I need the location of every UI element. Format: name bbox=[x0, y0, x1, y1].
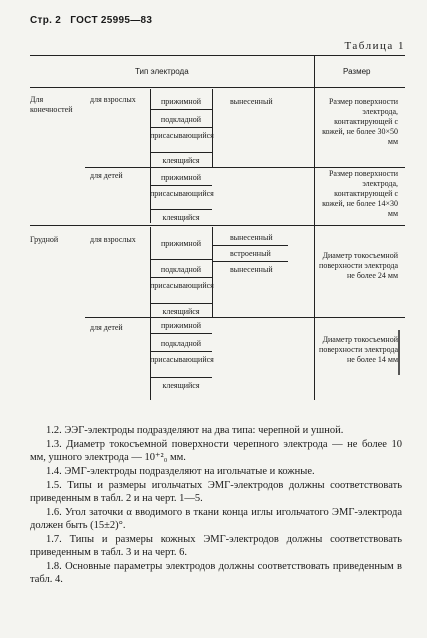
variant-external: вынесенный bbox=[230, 97, 273, 106]
group-divider bbox=[30, 225, 405, 226]
table-top-border bbox=[30, 55, 405, 56]
type-underlay: подкладной bbox=[160, 115, 202, 124]
subgroup-divider bbox=[85, 317, 405, 318]
type-divider bbox=[150, 127, 212, 128]
type-pressing: прижимной bbox=[161, 239, 201, 248]
type-underlay: подкладной bbox=[160, 265, 202, 274]
paragraph-1-2: 1.2. ЭЭГ-электроды подразделяют на два типа: черепной и ушной. bbox=[46, 425, 344, 436]
variant-divider bbox=[212, 245, 288, 246]
type-pressing: прижимной bbox=[161, 173, 201, 182]
age-children-limbs: для детей bbox=[90, 171, 123, 180]
type-divider bbox=[150, 351, 212, 352]
table-header-border bbox=[30, 87, 405, 88]
variant-divider bbox=[212, 261, 288, 262]
paragraph-1-8: 1.8. Основные параметры электродов должны соответствовать приведенным в табл. 4. bbox=[30, 561, 402, 585]
type-divider bbox=[150, 333, 212, 334]
variant-column-left bbox=[212, 227, 213, 317]
header-size: Размер bbox=[343, 67, 371, 76]
type-pressing: прижимной bbox=[161, 321, 201, 330]
size-column-divider bbox=[314, 55, 315, 400]
type-divider bbox=[150, 377, 212, 378]
type-suction: присасывающийся bbox=[150, 131, 214, 140]
variant-built-in: встроенный bbox=[230, 249, 271, 258]
type-adhesive: клеящийся bbox=[162, 213, 200, 222]
header-type: Тип электрода bbox=[135, 67, 189, 76]
electrode-type-table bbox=[30, 55, 405, 400]
location-limbs: Для конечностей bbox=[30, 95, 73, 114]
type-underlay: подкладной bbox=[160, 339, 202, 348]
type-divider bbox=[150, 277, 212, 278]
size-chest-children: Диаметр токосъемной поверхности электрода не более 14 мм bbox=[319, 335, 398, 364]
variant-external-2: вынесенный bbox=[230, 265, 273, 274]
paragraph-1-3: 1.3. Диаметр токосъемной поверхности черепного электрода — не более 10 мм, ушного электрода — 10⁺²₀ мм. bbox=[30, 439, 402, 463]
size-limbs-children: Размер поверхности электрода, контактирующей с кожей, не более 14×30 мм bbox=[322, 169, 398, 218]
type-divider bbox=[150, 209, 212, 210]
page-header bbox=[30, 15, 158, 26]
type-adhesive: клеящийся bbox=[162, 381, 200, 390]
subgroup-divider bbox=[85, 167, 405, 168]
type-suction: присасывающийся bbox=[150, 281, 214, 290]
type-divider bbox=[150, 109, 212, 110]
paragraph-1-5: 1.5. Типы и размеры игольчатых ЭМГ-электродов должны соответствовать приведенным в табл. 2 и на черт. 1—5. bbox=[30, 480, 402, 504]
margin-mark bbox=[398, 330, 400, 375]
paragraph-1-7: 1.7. Типы и размеры кожных ЭМГ-электродов должны соответствовать приведенным в табл. 3 и на черт. 6. bbox=[30, 534, 402, 558]
standard-code: ГОСТ 25995—83 bbox=[70, 15, 153, 26]
size-chest-adults: Диаметр токосъемной поверхности электрода не более 24 мм bbox=[319, 251, 398, 280]
age-adults-limbs: для взрослых bbox=[90, 95, 136, 104]
age-adults-chest: для взрослых bbox=[90, 235, 136, 244]
variant-external: вынесенный bbox=[230, 233, 273, 242]
type-suction: присасывающийся bbox=[150, 355, 214, 364]
type-pressing: прижимной bbox=[161, 97, 201, 106]
type-divider bbox=[150, 152, 212, 153]
type-adhesive: клеящийся bbox=[162, 156, 200, 165]
table-caption: Таблица 1 bbox=[344, 40, 405, 52]
paragraph-1-6: 1.6. Угол заточки α вводимого в ткани конца иглы игольчатого ЭМГ-электрода должен быть (15±2)°. bbox=[30, 507, 402, 531]
variant-column-left bbox=[212, 89, 213, 167]
body-paragraphs bbox=[30, 424, 402, 587]
type-divider bbox=[150, 303, 212, 304]
type-suction: присасывающийся bbox=[150, 189, 214, 198]
type-divider bbox=[150, 185, 212, 186]
size-limbs-adults: Размер поверхности электрода, контактирующей с кожей, не более 30×50 мм bbox=[322, 97, 398, 146]
paragraph-1-4: 1.4. ЭМГ-электроды подразделяют на игольчатые и кожные. bbox=[46, 466, 315, 477]
type-divider bbox=[150, 259, 212, 260]
age-children-chest: для детей bbox=[90, 323, 123, 332]
page-number: Стр. 2 bbox=[30, 15, 62, 26]
location-chest: Грудной bbox=[30, 235, 59, 244]
type-adhesive: клеящийся bbox=[162, 307, 200, 316]
